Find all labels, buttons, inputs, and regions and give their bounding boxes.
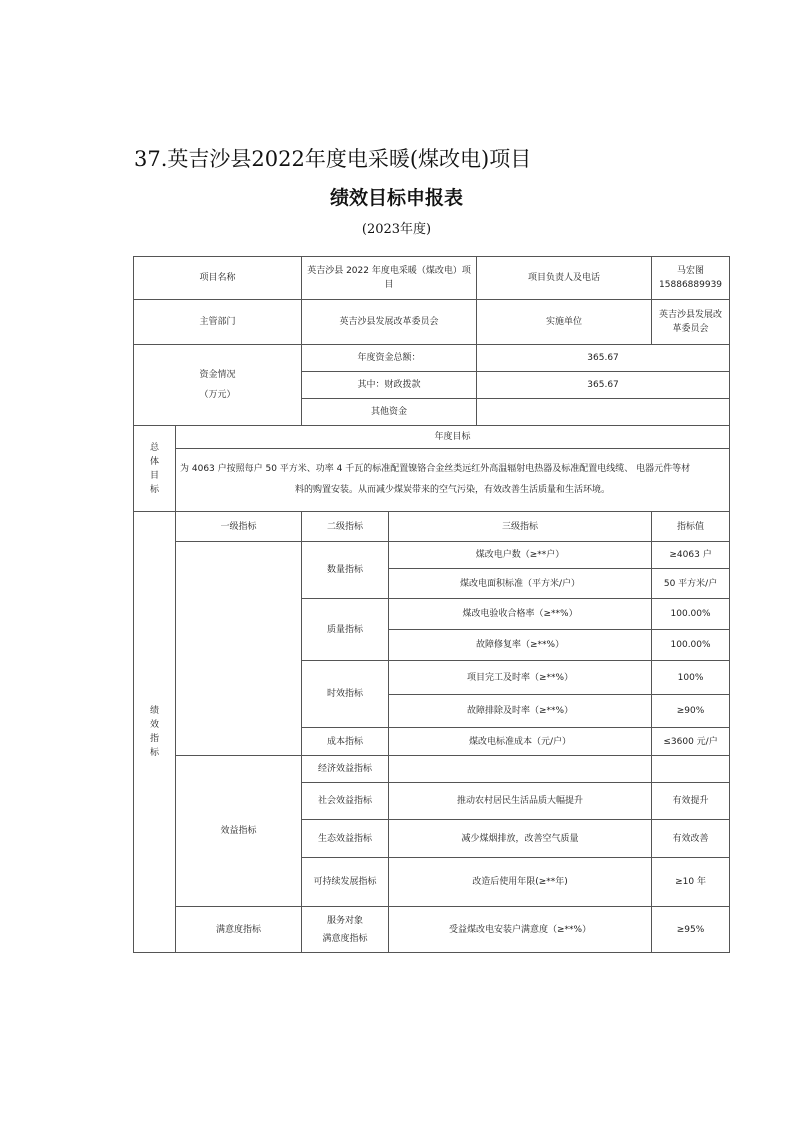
indicator-value: 有效改善 — [652, 820, 730, 858]
annual-goal-row — [134, 449, 730, 512]
level2-cell: 数量指标 — [302, 542, 389, 599]
level3-cell: 受益煤改电安装户满意度（≥**%） — [389, 907, 652, 953]
indicator-value: ≥10 年 — [652, 858, 730, 907]
annual-goal-line: 为 4063 户按照每户 50 平方米、功率 4 千瓦的标准配置镍铬合金丝类远红外高温辐射电热器及标准配置电线缆、 电器元件等材 — [180, 464, 691, 474]
form-title: 绩效目标申报表 — [329, 187, 463, 209]
indicator-value: 100% — [652, 661, 730, 695]
level2-cell — [302, 907, 389, 953]
output-level1-cell — [176, 542, 302, 756]
satisfaction-level2-line: 满意度指标 — [322, 933, 368, 944]
document-heading: 37.英吉沙县2022年度电采暖(煤改电)项目 — [134, 147, 532, 171]
indicator-header-row — [134, 512, 730, 542]
funds-fiscal-label: 其中：财政拨款 — [302, 372, 477, 399]
department-row — [134, 300, 730, 345]
level3-cell: 减少煤烟排放，改善空气质量 — [389, 820, 652, 858]
implementing-unit-label: 实施单位 — [477, 300, 652, 345]
responsible-value — [652, 257, 730, 300]
level2-cell: 经济效益指标 — [302, 756, 389, 783]
level3-cell: 煤改电验收合格率（≥**%） — [389, 599, 652, 630]
level3-cell — [389, 756, 652, 783]
overall-goal-label-char: 标 — [149, 484, 159, 495]
indicators-label-char: 指 — [149, 734, 159, 744]
department-value: 英吉沙县发展改革委员会 — [302, 300, 477, 345]
responsible-label: 项目负责人及电话 — [477, 257, 652, 300]
level2-cell: 可持续发展指标 — [302, 858, 389, 907]
indicator-row — [134, 907, 730, 953]
overall-goal-label — [134, 426, 176, 512]
col-header-level2: 二级指标 — [302, 512, 389, 542]
indicator-value — [652, 756, 730, 783]
indicator-row — [134, 756, 730, 783]
implementing-unit-line: 英吉沙县发展改 — [659, 310, 723, 320]
indicator-row — [134, 542, 730, 569]
overall-goal-header-row — [134, 426, 730, 449]
implementing-unit-value — [652, 300, 730, 345]
level2-cell: 质量指标 — [302, 599, 389, 661]
level3-cell: 故障排除及时率（≥**%） — [389, 695, 652, 728]
project-name-value — [302, 257, 477, 300]
funds-total-row — [134, 345, 730, 372]
performance-goal-table — [133, 256, 730, 953]
indicator-value: ≥90% — [652, 695, 730, 728]
level3-cell: 故障修复率（≥**%） — [389, 630, 652, 661]
responsible-name: 马宏图 — [677, 266, 705, 276]
level3-cell: 改造后使用年限(≥**年) — [389, 858, 652, 907]
overall-goal-label-char: 目 — [149, 470, 159, 481]
form-year: (2023年度) — [361, 222, 432, 237]
project-name-label: 项目名称 — [134, 257, 302, 300]
department-label: 主管部门 — [134, 300, 302, 345]
project-name-line: 英吉沙县 2022 年度电采暖（煤改电）项 — [307, 266, 471, 276]
indicator-value: ≥95% — [652, 907, 730, 953]
level2-cell: 社会效益指标 — [302, 783, 389, 820]
overall-goal-label-char: 体 — [149, 456, 159, 467]
level3-cell: 煤改电面积标准（平方米/户） — [389, 569, 652, 599]
indicator-value: 100.00% — [652, 599, 730, 630]
indicators-label-char: 效 — [149, 720, 159, 730]
col-header-level1: 一级指标 — [176, 512, 302, 542]
funds-unit: （万元） — [199, 390, 236, 400]
benefit-level1-cell: 效益指标 — [176, 756, 302, 907]
indicators-label-char: 绩 — [149, 706, 159, 716]
level3-cell: 煤改电户数（≥**户） — [389, 542, 652, 569]
funds-label — [134, 345, 302, 426]
indicator-value: 100.00% — [652, 630, 730, 661]
indicators-label — [134, 512, 176, 953]
indicator-value: 有效提升 — [652, 783, 730, 820]
indicator-value: ≤3600 元/户 — [652, 728, 730, 756]
level2-cell: 时效指标 — [302, 661, 389, 728]
funds-label-line: 资金情况 — [199, 370, 236, 380]
level2-cell: 成本指标 — [302, 728, 389, 756]
funds-other-value — [477, 399, 730, 426]
level2-cell: 生态效益指标 — [302, 820, 389, 858]
col-header-value: 指标值 — [652, 512, 730, 542]
overall-goal-label-char: 总 — [149, 442, 159, 453]
responsible-phone: 15886889939 — [659, 280, 723, 290]
level3-cell: 推动农村居民生活品质大幅提升 — [389, 783, 652, 820]
annual-goal-text — [176, 449, 730, 512]
funds-fiscal-value: 365.67 — [477, 372, 730, 399]
annual-goal-header: 年度目标 — [176, 426, 730, 449]
col-header-level3: 三级指标 — [389, 512, 652, 542]
satisfaction-level1-cell: 满意度指标 — [176, 907, 302, 953]
level3-cell: 煤改电标准成本（元/户） — [389, 728, 652, 756]
project-name-line: 目 — [384, 280, 394, 290]
satisfaction-level2-line: 服务对象 — [327, 915, 364, 926]
funds-total-label: 年度资金总额： — [302, 345, 477, 372]
level3-cell: 项目完工及时率（≥**%） — [389, 661, 652, 695]
indicator-value: 50 平方米/户 — [652, 569, 730, 599]
implementing-unit-line: 革委员会 — [672, 324, 709, 334]
funds-total-value: 365.67 — [477, 345, 730, 372]
project-name-row — [134, 257, 730, 300]
funds-other-label: 其他资金 — [302, 399, 477, 426]
indicator-value: ≥4063 户 — [652, 542, 730, 569]
annual-goal-line: 料的购置安装。从而减少煤炭带来的空气污染，有效改善生活质量和生活环境。 — [295, 485, 611, 495]
indicators-label-char: 标 — [149, 748, 159, 758]
